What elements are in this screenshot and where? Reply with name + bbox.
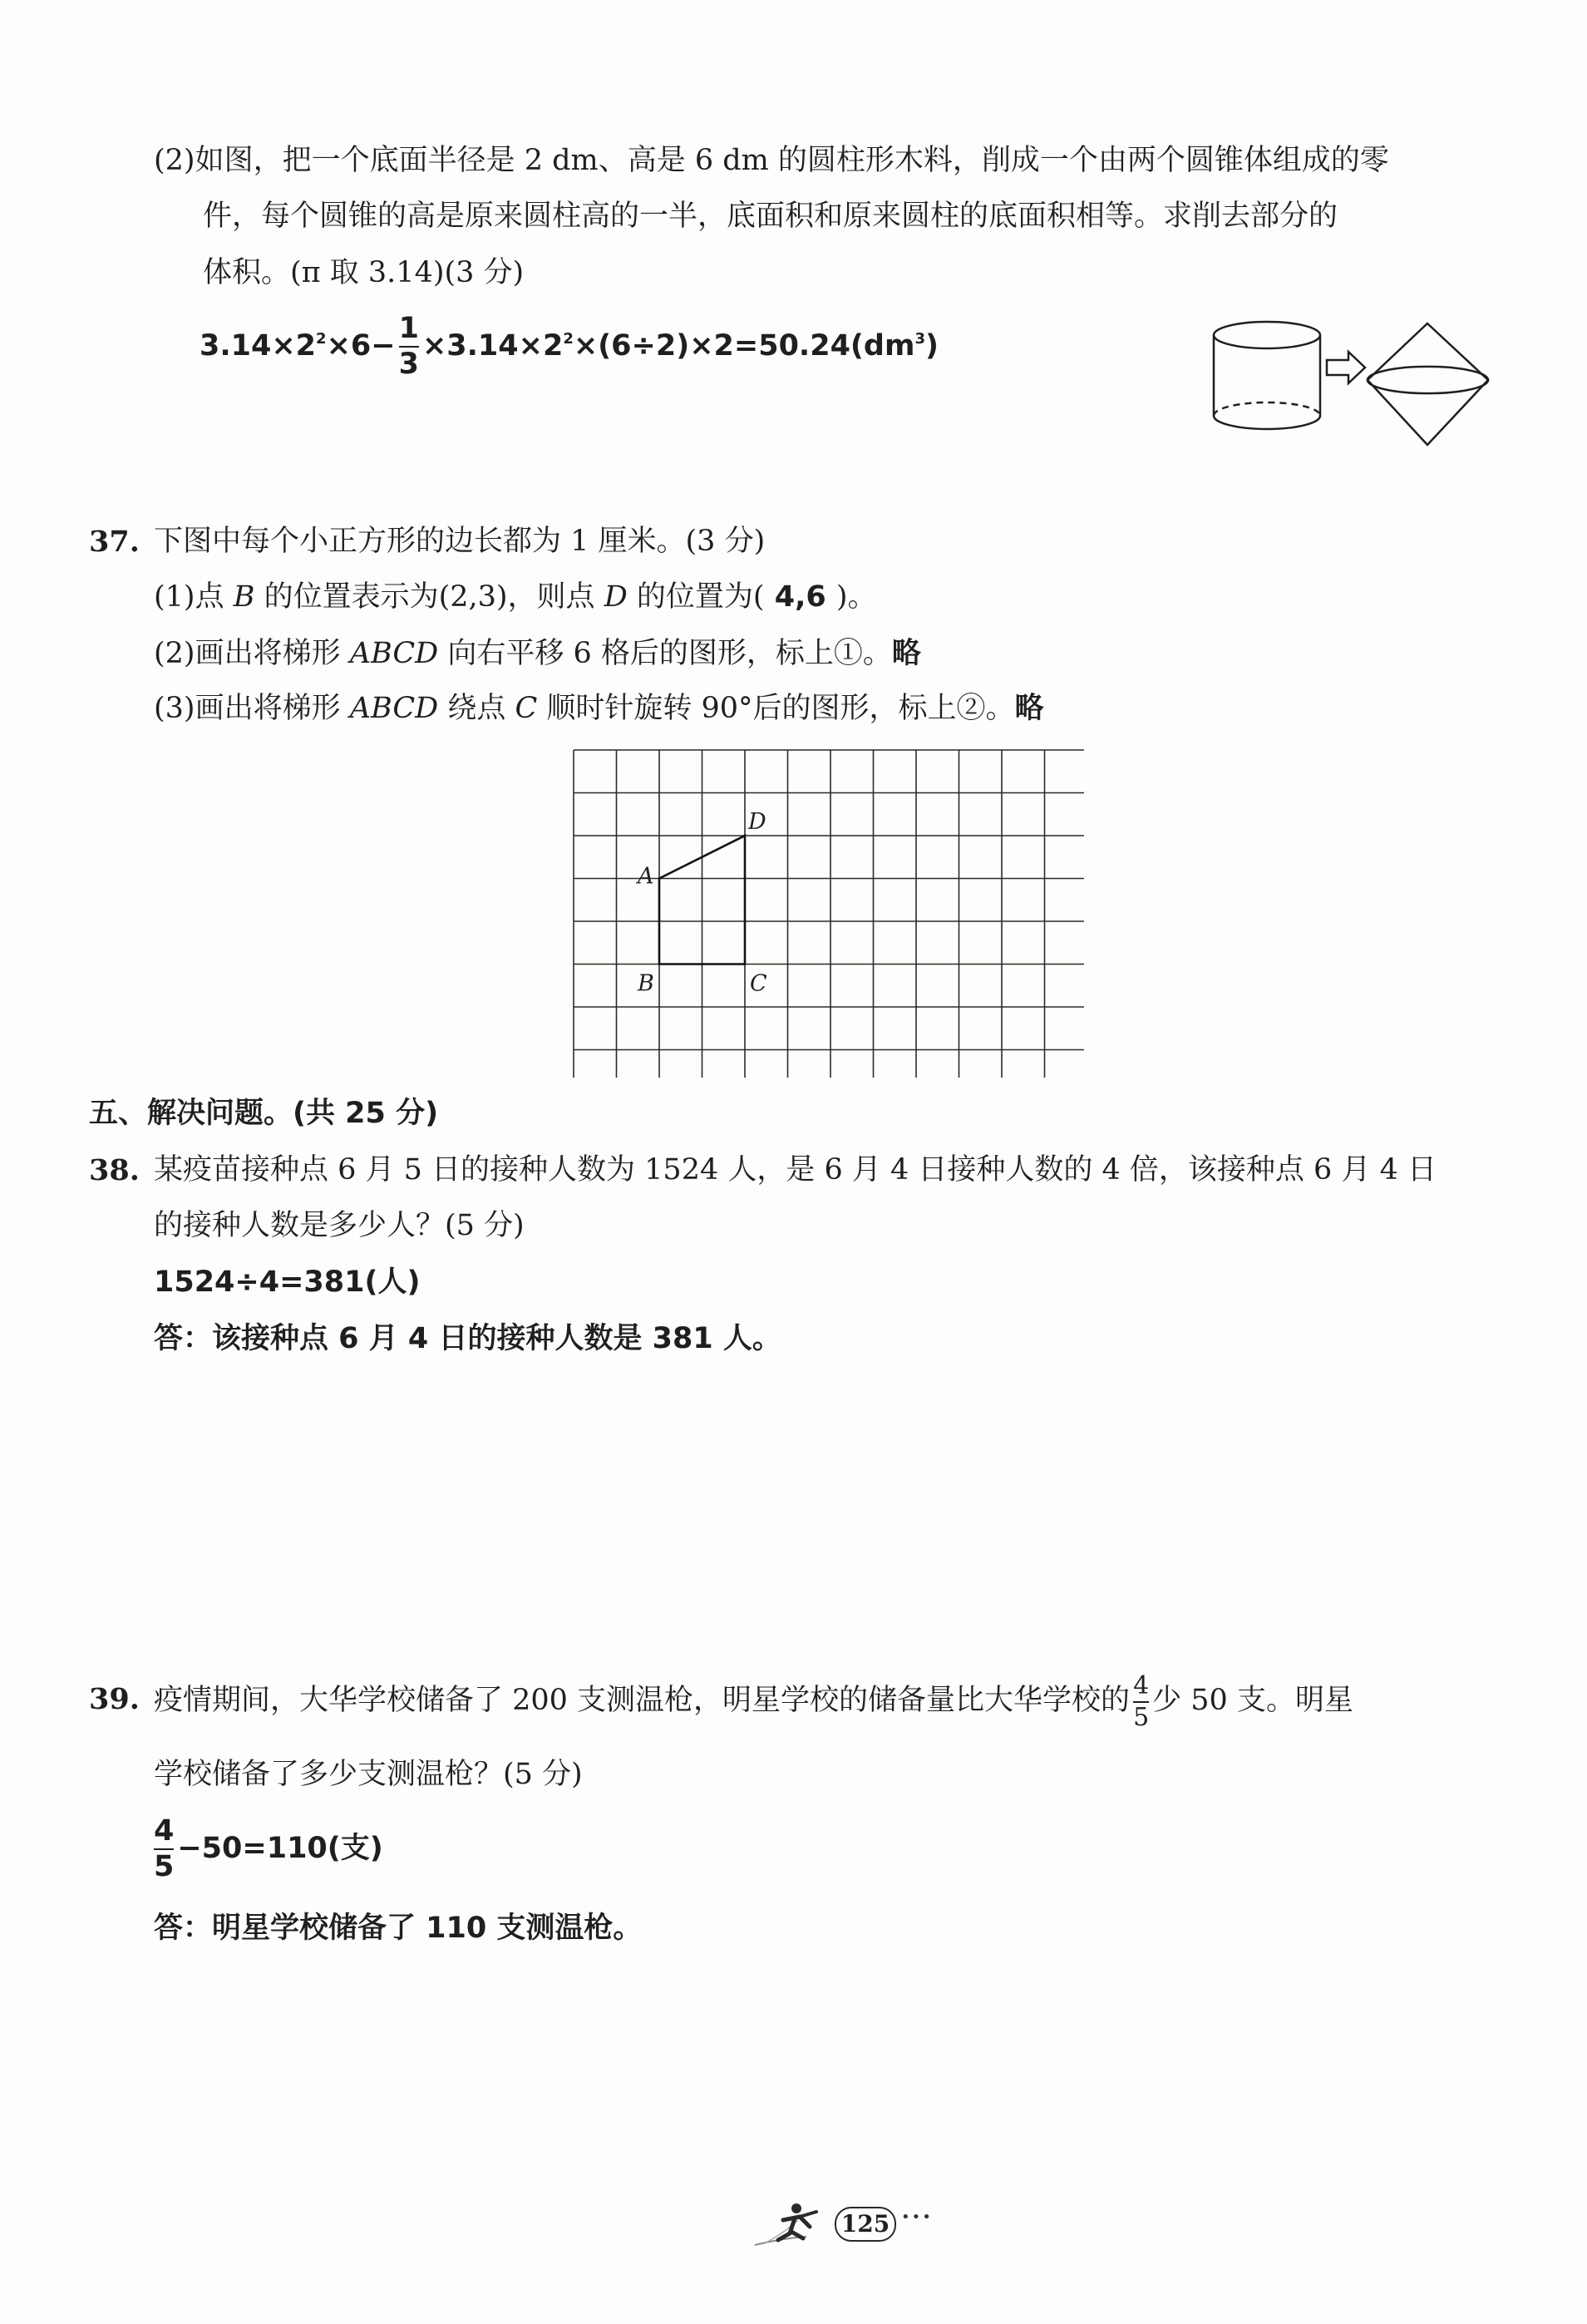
q37-part1: (1)点 B 的位置表示为(2,3)，则点 D 的位置为( 4,6 )。 (154, 580, 877, 614)
q38-line2: 的接种人数是多少人？(5 分) (154, 1209, 525, 1242)
q39-number: 39. (89, 1682, 140, 1716)
point-label-b: B (638, 970, 654, 997)
q39-line2: 学校储备了多少支测温枪？(5 分) (154, 1758, 583, 1791)
q37-number: 37. (89, 525, 140, 559)
section5-title: 五、解决问题。(共 25 分) (89, 1097, 439, 1130)
cylinder-icon (1214, 322, 1320, 429)
q36-answer: $3.14\times 2^2\times 6-$ $\frac{1}{3}$ $\times 3.14\times 2^2\times(6\div 2)\times 2=50.24(dm^3)$ (200, 312, 939, 381)
q38-answer: 答：该接种点 6 月 4 日的接种人数是 381 人。 (154, 1322, 781, 1355)
q39-calc: $\frac{4}{5}$ −50=110(支) (154, 1814, 383, 1883)
footer-dots: ••• (901, 2208, 933, 2226)
q39-line1: 疫情期间，大华学校储备了 200 支测温枪，明星学校的储备量比大华学校的 $\frac{4}{5}$ 少 50 支。明星 (154, 1670, 1353, 1732)
q36-part2-line3: 体积。(π 取 3.14)(3 分) (203, 256, 525, 289)
arrow-right-icon (1327, 352, 1365, 383)
q38-number: 38. (89, 1153, 140, 1187)
q38-calc: 1524÷4=381(人) (154, 1266, 421, 1299)
q36-part2-line2: 件，每个圆锥的高是原来圆柱高的一半，底面积和原来圆柱的底面积相等。求削去部分的 (203, 200, 1338, 233)
q37-part2: (2)画出将梯形 ABCD 向右平移 6 格后的图形，标上①。略 (154, 637, 921, 670)
page-number: 125 (835, 2207, 896, 2242)
point-label-d: D (748, 809, 766, 835)
q39-answer: 答：明星学校储备了 110 支测温枪。 (154, 1912, 643, 1945)
q37-stem: 下图中每个小正方形的边长都为 1 厘米。(3 分) (154, 525, 766, 558)
q36-figure (1189, 312, 1505, 453)
q37-part1-answer: 4,6 (764, 580, 836, 614)
double-cone-icon (1368, 323, 1488, 445)
q38-line1: 某疫苗接种点 6 月 5 日的接种人数为 1524 人，是 6 月 4 日接种人数的 4 倍，该接种点 6 月 4 日 (154, 1153, 1437, 1187)
q37-part3-answer: 略 (1014, 692, 1044, 725)
q37-part3: (3)画出将梯形 ABCD 绕点 C 顺时针旋转 90°后的图形，标上②。略 (154, 692, 1044, 725)
point-label-c: C (750, 970, 767, 997)
point-label-a: A (638, 863, 654, 890)
q36-part2-line1: (2)如图，把一个底面半径是 2 dm、高是 6 dm 的圆柱形木料，削成一个由两个圆锥体组成的零 (154, 144, 1389, 177)
q37-part2-answer: 略 (891, 637, 921, 670)
q37-grid (569, 747, 1084, 1078)
